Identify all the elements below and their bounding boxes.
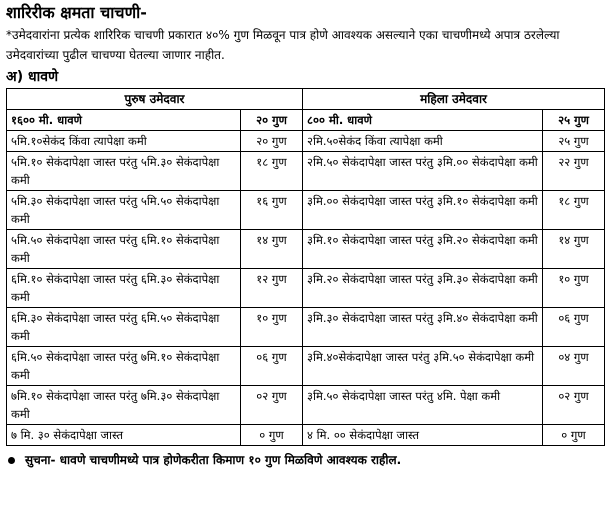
male-points-cell: १२ गुण <box>241 269 303 308</box>
male-condition-cell: ५मि.३० सेकंदापेक्षा जास्त परंतु ५मि.५० सेकंदापेक्षा कमी <box>7 191 241 230</box>
note <box>6 450 610 470</box>
female-points-cell: ०६ गुण <box>543 308 605 347</box>
male-points-cell: १८ गुण <box>241 152 303 191</box>
male-condition-cell: ५मि.५० सेकंदापेक्षा जास्त परंतु ६मि.१० सेकंदापेक्षा कमी <box>7 230 241 269</box>
table-row <box>7 308 605 347</box>
male-condition-cell: ७ मि. ३० सेकंदापेक्षा जास्त <box>7 425 241 446</box>
event-row <box>7 110 605 131</box>
table-row <box>7 152 605 191</box>
page-title: शारिरीक क्षमता चाचणी- <box>6 3 147 22</box>
table-row <box>7 230 605 269</box>
female-condition-cell: ४ मि. ०० सेकंदापेक्षा जास्त <box>303 425 543 446</box>
male-condition-cell: ५मि.१०सेकंद किंवा त्यापेक्षा कमी <box>7 131 241 152</box>
section-heading: अ) धावणे <box>6 69 59 85</box>
female-condition-cell: ३मि.४०सेकंदापेक्षा जास्त परंतु ३मि.५० सेकंदापेक्षा कमी <box>303 347 543 386</box>
female-points-cell: १४ गुण <box>543 230 605 269</box>
female-condition-cell: ३मि.२० सेकंदापेक्षा जास्त परंतु ३मि.३० सेकंदापेक्षा कमी <box>303 269 543 308</box>
female-condition-cell: २मि.५० सेकंदापेक्षा जास्त परंतु ३मि.०० सेकंदापेक्षा कमी <box>303 152 543 191</box>
female-points-cell: ०२ गुण <box>543 386 605 425</box>
female-points-cell: ० गुण <box>543 425 605 446</box>
male-candidates-header: पुरुष उमेदवार <box>7 89 303 110</box>
male-condition-cell: ६मि.१० सेकंदापेक्षा जास्त परंतु ६मि.३० सेकंदापेक्षा कमी <box>7 269 241 308</box>
table-body <box>7 110 605 446</box>
note-text: सुचना- धावणे चाचणीमध्ये पात्र होणेकरीता किमाण १० गुण मिळविणे आवश्यक राहील. <box>25 453 402 467</box>
male-condition-cell: ६मि.३० सेकंदापेक्षा जास्त परंतु ६मि.५० सेकंदापेक्षा कमी <box>7 308 241 347</box>
male-points-cell: १६ गुण <box>241 191 303 230</box>
male-max-points: २० गुण <box>241 110 303 131</box>
female-points-cell: १८ गुण <box>543 191 605 230</box>
female-condition-cell: २मि.५०सेकंद किंवा त्यापेक्षा कमी <box>303 131 543 152</box>
bullet-icon <box>8 457 15 464</box>
male-points-cell: ०६ गुण <box>241 347 303 386</box>
male-points-cell: १० गुण <box>241 308 303 347</box>
female-candidates-header: महिला उमेदवार <box>303 89 605 110</box>
table-row <box>7 347 605 386</box>
male-condition-cell: ६मि.५० सेकंदापेक्षा जास्त परंतु ७मि.१० सेकंदापेक्षा कमी <box>7 347 241 386</box>
female-condition-cell: ३मि.३० सेकंदापेक्षा जास्त परंतु ३मि.४० सेकंदापेक्षा कमी <box>303 308 543 347</box>
female-condition-cell: ३मि.०० सेकंदापेक्षा जास्त परंतु ३मि.१० सेकंदापेक्षा कमी <box>303 191 543 230</box>
female-event-label: ८०० मी. धावणे <box>303 110 543 131</box>
male-condition-cell: ५मि.१० सेकंदापेक्षा जास्त परंतु ५मि.३० सेकंदापेक्षा कमी <box>7 152 241 191</box>
male-points-cell: ०२ गुण <box>241 386 303 425</box>
male-points-cell: १४ गुण <box>241 230 303 269</box>
female-condition-cell: ३मि.१० सेकंदापेक्षा जास्त परंतु ३मि.२० सेकंदापेक्षा कमी <box>303 230 543 269</box>
intro-paragraph: *उमेदवारांना प्रत्येक शारिरिक चाचणी प्रकारात ४०% गुण मिळवून पात्र होणे आवश्यक असल्याने एका चाचणीमध्ये अपात्र ठरलेल्या उमेदवारांच्या पुढील चाचण्या घेतल्या जाणार नाहीत. <box>6 28 560 62</box>
table-row <box>7 269 605 308</box>
female-max-points: २५ गुण <box>543 110 605 131</box>
female-points-cell: १० गुण <box>543 269 605 308</box>
table-row <box>7 386 605 425</box>
female-points-cell: ०४ गुण <box>543 347 605 386</box>
female-points-cell: २२ गुण <box>543 152 605 191</box>
male-points-cell: ० गुण <box>241 425 303 446</box>
male-event-label: १६०० मी. धावणे <box>7 110 241 131</box>
male-points-cell: २० गुण <box>241 131 303 152</box>
male-condition-cell: ७मि.१० सेकंदापेक्षा जास्त परंतु ७मि.३० सेकंदापेक्षा कमी <box>7 386 241 425</box>
female-points-cell: २५ गुण <box>543 131 605 152</box>
female-condition-cell: ३मि.५० सेकंदापेक्षा जास्त परंतु ४मि. पेक्षा कमी <box>303 386 543 425</box>
table-row <box>7 191 605 230</box>
running-score-table <box>6 88 605 446</box>
table-row <box>7 131 605 152</box>
table-row <box>7 425 605 446</box>
